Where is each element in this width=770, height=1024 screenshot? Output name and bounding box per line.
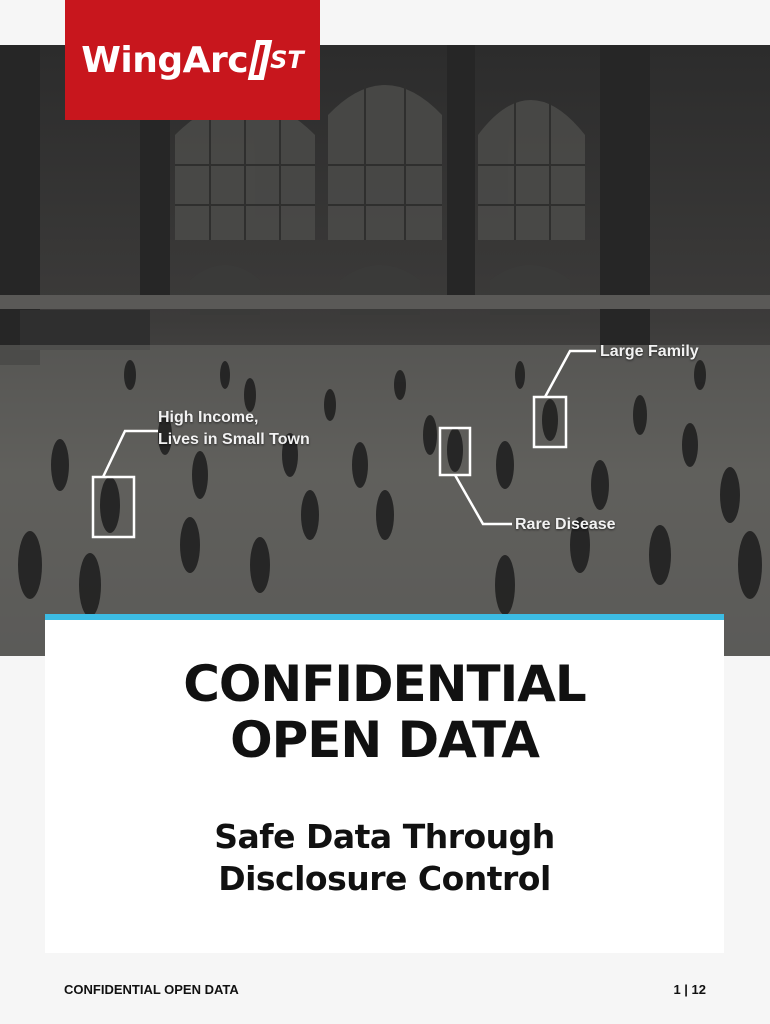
callout-rare-disease: Rare Disease <box>515 516 616 533</box>
page-subtitle <box>45 816 724 900</box>
footer-page-number: 1 | 12 <box>673 982 706 997</box>
hero-photo <box>0 45 770 656</box>
footer-document-title: CONFIDENTIAL OPEN DATA <box>64 982 239 997</box>
callout-high-income <box>158 407 310 451</box>
title-card <box>45 614 724 953</box>
page-title <box>45 656 724 768</box>
logo-wordmark: WingArc <box>81 39 249 81</box>
title-line-1: CONFIDENTIAL <box>183 655 586 713</box>
logo-one-mark-icon <box>248 40 273 80</box>
subtitle-line-2: Disclosure Control <box>218 859 551 898</box>
wingarc-logo <box>65 0 320 120</box>
title-line-2: OPEN DATA <box>230 711 539 769</box>
callout-high-income-line2: Lives in Small Town <box>158 431 310 448</box>
subtitle-line-1: Safe Data Through <box>214 817 555 856</box>
logo-suffix: ST <box>270 46 304 74</box>
callout-large-family: Large Family <box>600 343 699 360</box>
callout-high-income-line1: High Income, <box>158 409 259 426</box>
